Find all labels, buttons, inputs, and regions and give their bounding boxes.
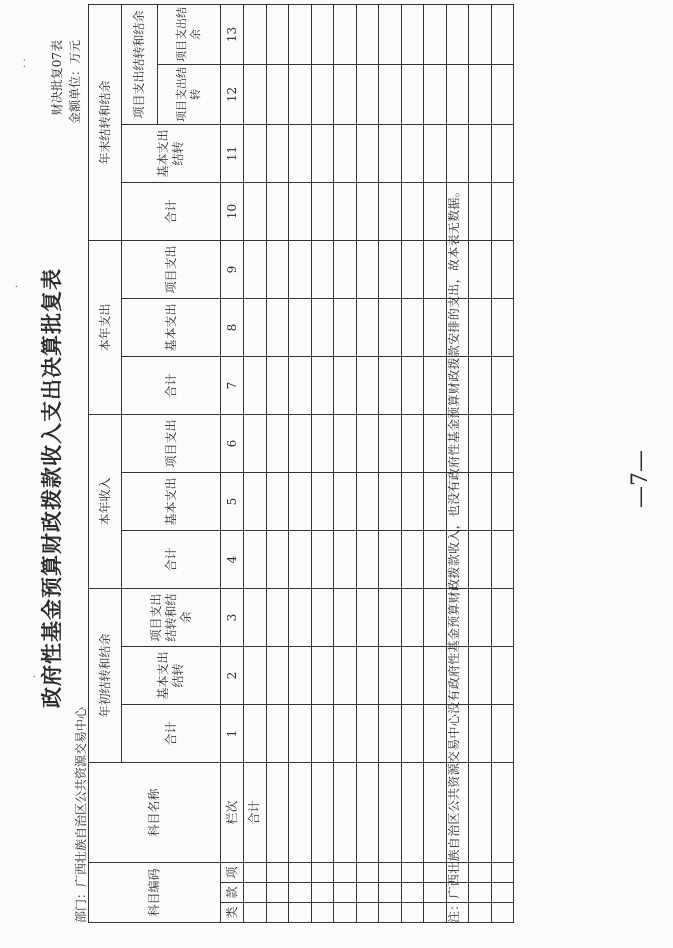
- header-opening-total: 合计: [122, 705, 221, 763]
- page-title: 政府性基金预算财政拨款收入支出决算批复表: [40, 268, 64, 708]
- header-expense-basic: 基本支出: [122, 299, 221, 357]
- header-expense-total: 合计: [122, 357, 221, 415]
- header-closing-project-carry: 项目支出结转: [158, 65, 221, 125]
- empty-row: [334, 4, 357, 922]
- header-code: 科目编码: [89, 863, 221, 923]
- header-closing-project-group: 项目支出结转和结余: [122, 4, 158, 124]
- index-cell: 9: [221, 241, 244, 299]
- header-opening-project: 项目支出结转和结余: [122, 589, 221, 647]
- header-expense-project: 项目支出: [122, 241, 221, 299]
- scan-speck: ·: [12, 284, 23, 288]
- header-income-basic: 基本支出: [122, 473, 221, 531]
- empty-row: [356, 4, 379, 922]
- scan-speck: ·: [30, 674, 41, 678]
- amount-unit: 金额单位：万元: [68, 40, 82, 125]
- index-cell: 12: [221, 65, 244, 125]
- index-label: 栏次: [221, 763, 244, 863]
- index-cell: 7: [221, 357, 244, 415]
- empty-row: [379, 4, 402, 922]
- header-income-total: 合计: [122, 531, 221, 589]
- index-cell: 13: [221, 4, 244, 64]
- empty-row: [311, 4, 334, 922]
- index-cell: 5: [221, 473, 244, 531]
- header-opening-basic: 基本支出结转: [122, 647, 221, 705]
- index-cell: 11: [221, 125, 244, 183]
- header-name: 科目名称: [89, 763, 221, 863]
- empty-row: [289, 4, 312, 922]
- form-number: 财决批复07表: [50, 40, 64, 116]
- index-cell: 1: [221, 705, 244, 763]
- header-expense: 本年支出: [89, 241, 122, 415]
- header-class: 类: [221, 903, 244, 923]
- header-closing-total: 合计: [122, 183, 221, 241]
- index-cell: 3: [221, 589, 244, 647]
- header-closing-project-surplus: 项目支出结余: [158, 4, 221, 64]
- header-income-project: 项目支出: [122, 415, 221, 473]
- index-cell: 4: [221, 531, 244, 589]
- index-cell: 2: [221, 647, 244, 705]
- header-item: 项: [221, 863, 244, 883]
- header-closing-basic: 基本支出结转: [122, 125, 221, 183]
- index-cell: 8: [221, 299, 244, 357]
- total-label: 合计: [244, 763, 267, 863]
- index-cell: 6: [221, 415, 244, 473]
- footnote: 注：广西壮族自治区公共资源交易中心没有政府性基金预算财政拨款收入，也没有政府性基金预算财政拨款安排的支出，故本表无数据。: [447, 184, 461, 923]
- total-row: [244, 4, 267, 922]
- empty-row: [401, 4, 424, 922]
- empty-row: [469, 4, 492, 922]
- scan-speck: · ·: [20, 58, 31, 68]
- page-number: —7—: [628, 450, 653, 508]
- header-closing: 年末结转和结余: [89, 4, 122, 240]
- header-opening: 年初结转和结余: [89, 589, 122, 763]
- empty-row: [266, 4, 289, 922]
- index-cell: 10: [221, 183, 244, 241]
- header-income: 本年收入: [89, 415, 122, 589]
- header-kuan: 款: [221, 883, 244, 903]
- department-label: 部门：广西壮族自治区公共资源交易中心: [74, 706, 88, 923]
- empty-row: [491, 4, 514, 922]
- empty-row: [424, 4, 447, 922]
